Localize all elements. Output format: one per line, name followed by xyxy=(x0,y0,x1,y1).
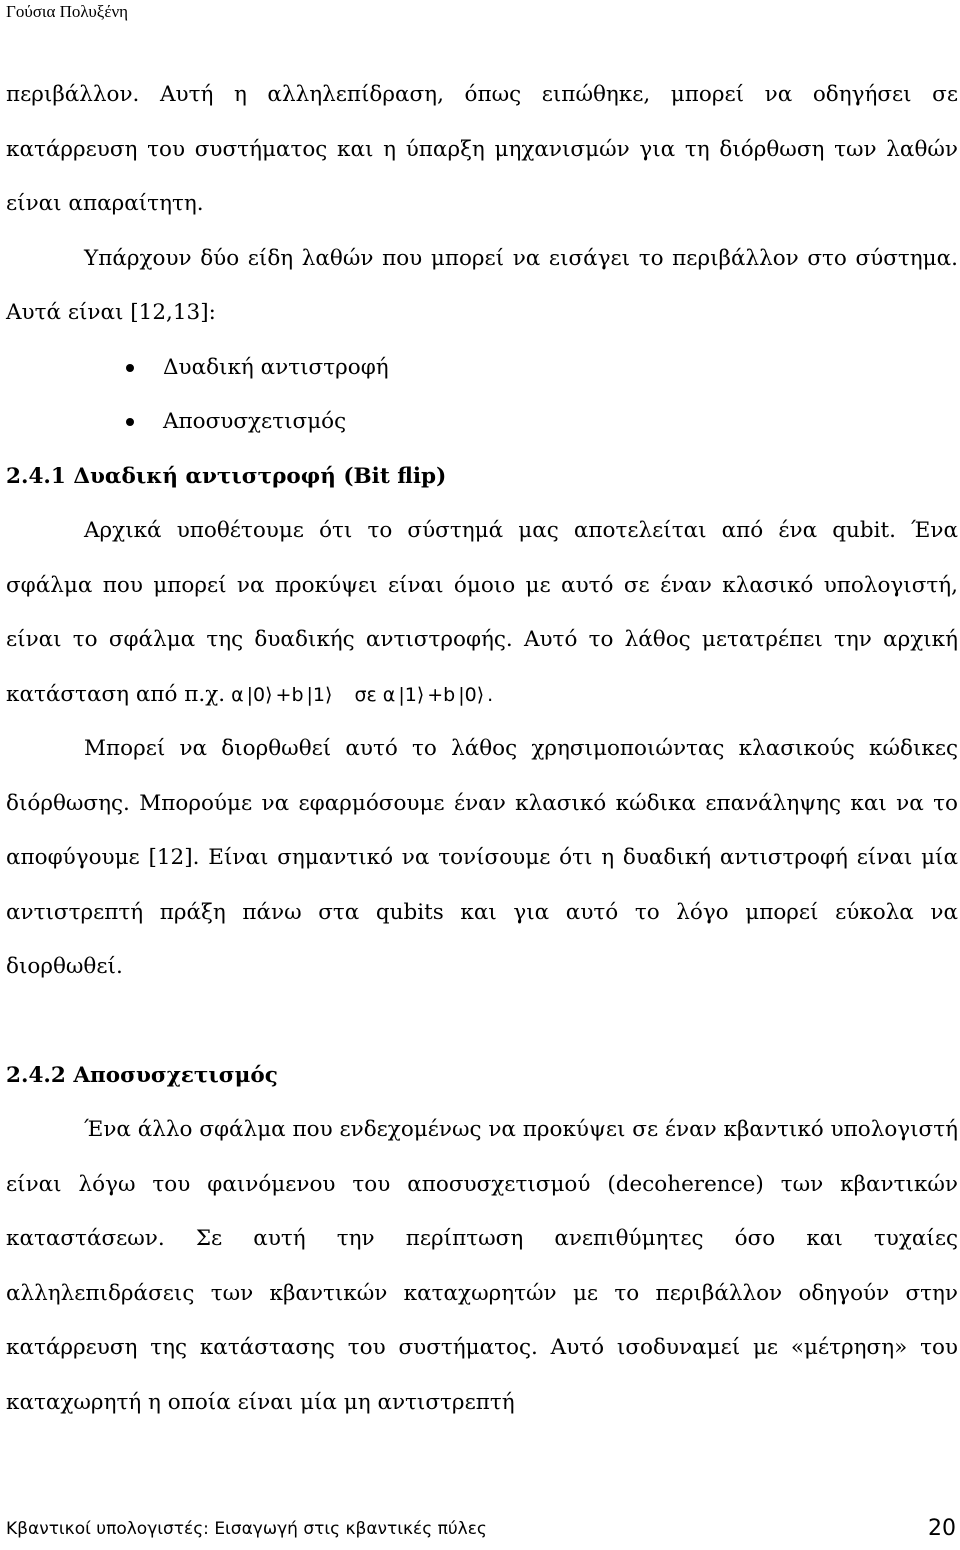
list-item-label: Δυαδική αντιστροφή xyxy=(163,354,389,380)
error-types-list xyxy=(6,341,958,450)
paragraph-continuation: περιβάλλον. Αυτή η αλληλεπίδραση, όπως ειπώθηκε, μπορεί να οδηγήσει σε κατάρρευση του συστήματος και η ύπαρξη μηχανισμών για τη διόρθωση των λαθών είναι απαραίτητη. xyxy=(6,82,958,216)
paragraph-bit-flip-text: Αρχικά υποθέτουμε ότι το σύστημά μας αποτελείται από ένα qubit. Ένα σφάλμα που μπορεί να προκύψει είναι όμοιο με αυτό σε έναν κλασικό υπολογιστή, είναι το σφάλμα της δυαδικής αντιστροφής. Αυτό το λάθος μετατρέπει την αρχική κατάσταση από π.χ. xyxy=(6,518,958,707)
section-heading-decoherence: 2.4.2 Αποσυσχετισμός xyxy=(6,1062,278,1088)
bit-flip-formula xyxy=(231,684,493,706)
formula-period: . xyxy=(487,683,494,706)
formula-se: σε xyxy=(354,683,377,706)
section-spacer xyxy=(6,995,958,1049)
formula-ket-1: |1⟩ xyxy=(306,683,333,706)
list-item-label: Αποσυσχετισμός xyxy=(163,409,347,434)
page-number: 20 xyxy=(928,1516,956,1541)
list-item xyxy=(6,395,958,450)
formula-alpha-rhs: α xyxy=(382,683,396,706)
bullet-icon xyxy=(126,418,134,426)
paragraph-decoherence: Ένα άλλο σφάλμα που ενδεχομένως να προκύψει σε έναν κβαντικό υπολογιστή είναι λόγω του φαινόμενου του αποσυσχετισμού (decoherence) των κβαντικών καταστάσεων. Σε αυτή την περίπτωση ανεπιθύμητες όσο και τυχαίες αλληλεπιδράσεις των κβαντικών καταχωρητών με το περιβάλλον οδηγούν στην κατάρρευση της κατάστασης του συστήματος. Αυτό ισοδυναμεί με «μέτρηση» του καταχωρητή η οποία είναι μία μη αντιστρεπτή xyxy=(6,1117,958,1415)
bullet-icon xyxy=(126,364,134,372)
paragraph-bit-flip xyxy=(6,504,958,722)
paragraph-bit-flip-correction: Μπορεί να διορθωθεί αυτό το λάθος χρησιμοποιώντας κλασικούς κώδικες διόρθωσης. Μπορούμε να εφαρμόσουμε έναν κλασικό κώδικα επανάληψης και να το αποφύγουμε [12]. Είναι σημαντικό να τονίσουμε ότι η δυαδική αντιστροφή είναι μία αντιστρεπτή πράξη πάνω στα qubits και για αυτό το λόγο μπορεί εύκολα να διορθωθεί. xyxy=(6,736,958,979)
formula-alpha: α xyxy=(231,683,244,706)
list-item xyxy=(6,341,958,396)
section-heading-bit-flip: 2.4.1 Δυαδική αντιστροφή (Bit flip) xyxy=(6,463,447,489)
page-body xyxy=(6,68,958,1430)
formula-ket-1-rhs: |1⟩ xyxy=(398,683,425,706)
formula-ket-0-rhs: |0⟩ xyxy=(458,683,485,706)
running-header-author: Γούσια Πολυξένη xyxy=(6,2,129,21)
running-footer-title: Κβαντικοί υπολογιστές: Εισαγωγή στις κβαντικές πύλες xyxy=(6,1519,487,1539)
paragraph-error-types: Υπάρχουν δύο είδη λαθών που μπορεί να εισάγει το περιβάλλον στο σύστημα. Αυτά είναι [12,13]: xyxy=(6,245,958,325)
formula-ket-0: |0⟩ xyxy=(246,683,273,706)
formula-plus-b: +b xyxy=(275,683,304,706)
formula-plus-b-rhs: +b xyxy=(427,683,456,706)
